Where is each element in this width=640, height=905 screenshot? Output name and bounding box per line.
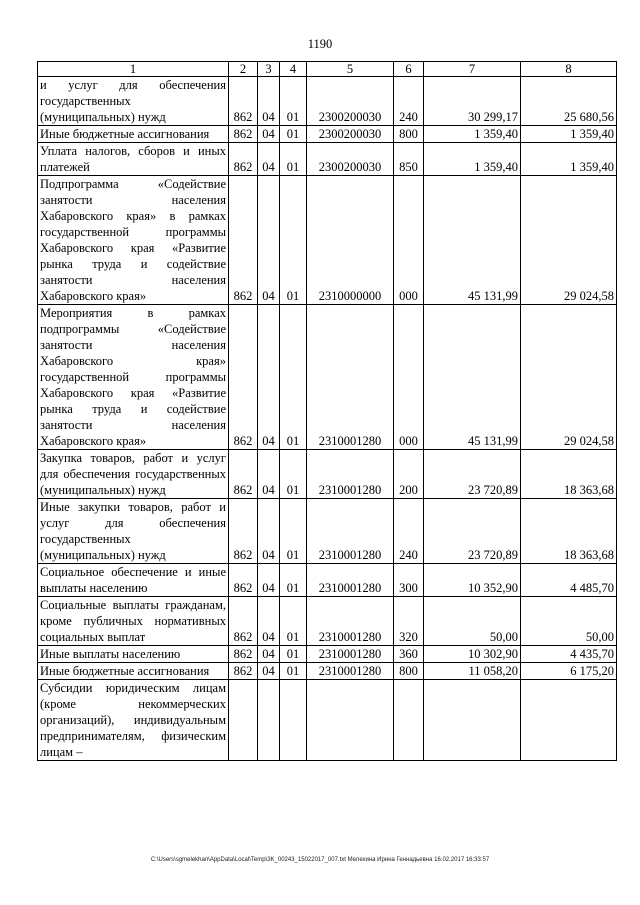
table-row <box>38 680 617 761</box>
cell-c8: 25 680,56 <box>521 77 617 126</box>
row-name: и услуг для обеспечения государственных (муниципальных) нужд <box>38 77 229 126</box>
file-path-footer: C:\Users\sgmelekhan\AppData\Local\Temp\3K_00243_15022017_007.txt Мелехина Ирина Геннадьевна 16.02.2017 16:33:57 <box>150 857 490 863</box>
cell-c3: 04 <box>258 176 280 305</box>
cell-c7: 23 720,89 <box>424 450 521 499</box>
table-row <box>38 126 617 143</box>
cell-c8: 29 024,58 <box>521 176 617 305</box>
cell-c3: 04 <box>258 663 280 680</box>
table-row <box>38 77 617 126</box>
cell-c6: 300 <box>394 564 424 597</box>
row-name: Социальные выплаты гражданам, кроме публичных нормативных социальных выплат <box>38 597 229 646</box>
table-row <box>38 450 617 499</box>
header-cell: 7 <box>424 62 521 77</box>
cell-c6: 200 <box>394 450 424 499</box>
row-name: Мероприятия в рамках подпрограммы «Содействие занятости населения Хабаровского края» государственной программы Хабаровского края «Развитие рынка труда и содействие занятости населения Хабаровского края» <box>38 305 229 450</box>
cell-c2: 862 <box>229 143 258 176</box>
table-row <box>38 143 617 176</box>
cell-c3: 04 <box>258 143 280 176</box>
cell-c3: 04 <box>258 597 280 646</box>
row-name: Уплата налогов, сборов и иных платежей <box>38 143 229 176</box>
table-row <box>38 499 617 564</box>
cell-c5: 2300200030 <box>307 126 394 143</box>
cell-c2: 862 <box>229 663 258 680</box>
header-cell: 5 <box>307 62 394 77</box>
cell-c6: 800 <box>394 126 424 143</box>
header-cell: 4 <box>280 62 307 77</box>
cell-c2: 862 <box>229 77 258 126</box>
cell-c6: 000 <box>394 305 424 450</box>
cell-c4: 01 <box>280 126 307 143</box>
cell-c7: 45 131,99 <box>424 305 521 450</box>
cell-c4: 01 <box>280 176 307 305</box>
cell-c6 <box>394 680 424 761</box>
cell-c7: 1 359,40 <box>424 126 521 143</box>
cell-c7: 10 352,90 <box>424 564 521 597</box>
table-body <box>38 77 617 761</box>
cell-c3: 04 <box>258 646 280 663</box>
cell-c5: 2310001280 <box>307 564 394 597</box>
cell-c3 <box>258 680 280 761</box>
cell-c8: 4 435,70 <box>521 646 617 663</box>
cell-c7: 23 720,89 <box>424 499 521 564</box>
cell-c4: 01 <box>280 77 307 126</box>
cell-c8 <box>521 680 617 761</box>
cell-c4: 01 <box>280 450 307 499</box>
cell-c4: 01 <box>280 305 307 450</box>
cell-c8: 6 175,20 <box>521 663 617 680</box>
header-row <box>38 62 617 77</box>
cell-c2: 862 <box>229 499 258 564</box>
cell-c7: 10 302,90 <box>424 646 521 663</box>
cell-c2: 862 <box>229 305 258 450</box>
cell-c4: 01 <box>280 143 307 176</box>
row-name: Иные бюджетные ассигнования <box>38 126 229 143</box>
cell-c4: 01 <box>280 564 307 597</box>
cell-c5: 2310001280 <box>307 499 394 564</box>
cell-c4: 01 <box>280 499 307 564</box>
cell-c6: 000 <box>394 176 424 305</box>
page-number: 1190 <box>307 37 333 51</box>
row-name: Закупка товаров, работ и услуг для обеспечения государственных (муниципальных) нужд <box>38 450 229 499</box>
cell-c7: 50,00 <box>424 597 521 646</box>
cell-c4: 01 <box>280 646 307 663</box>
header-cell: 8 <box>521 62 617 77</box>
cell-c7: 45 131,99 <box>424 176 521 305</box>
header-cell: 6 <box>394 62 424 77</box>
cell-c5 <box>307 680 394 761</box>
cell-c5: 2310001280 <box>307 597 394 646</box>
table-row <box>38 597 617 646</box>
cell-c8: 50,00 <box>521 597 617 646</box>
row-name: Иные выплаты населению <box>38 646 229 663</box>
table-row <box>38 176 617 305</box>
cell-c2: 862 <box>229 597 258 646</box>
cell-c5: 2310001280 <box>307 663 394 680</box>
row-name: Иные закупки товаров, работ и услуг для обеспечения государственных (муниципальных) нужд <box>38 499 229 564</box>
cell-c6: 800 <box>394 663 424 680</box>
cell-c7: 1 359,40 <box>424 143 521 176</box>
cell-c5: 2300200030 <box>307 143 394 176</box>
cell-c2: 862 <box>229 450 258 499</box>
table-row <box>38 646 617 663</box>
table-row <box>38 663 617 680</box>
cell-c5: 2310001280 <box>307 646 394 663</box>
cell-c2 <box>229 680 258 761</box>
cell-c8: 1 359,40 <box>521 126 617 143</box>
cell-c2: 862 <box>229 176 258 305</box>
cell-c5: 2310001280 <box>307 450 394 499</box>
table-row <box>38 564 617 597</box>
table-row <box>38 305 617 450</box>
cell-c8: 29 024,58 <box>521 305 617 450</box>
cell-c2: 862 <box>229 126 258 143</box>
cell-c5: 2310001280 <box>307 305 394 450</box>
cell-c7 <box>424 680 521 761</box>
cell-c3: 04 <box>258 77 280 126</box>
row-name: Субсидии юридическим лицам (кроме некоммерческих организаций), индивидуальным предпринимателям, физическим лицам – <box>38 680 229 761</box>
cell-c6: 360 <box>394 646 424 663</box>
cell-c5: 2300200030 <box>307 77 394 126</box>
cell-c4 <box>280 680 307 761</box>
cell-c6: 850 <box>394 143 424 176</box>
cell-c8: 18 363,68 <box>521 450 617 499</box>
cell-c7: 30 299,17 <box>424 77 521 126</box>
row-name: Социальное обеспечение и иные выплаты населению <box>38 564 229 597</box>
cell-c6: 240 <box>394 499 424 564</box>
cell-c4: 01 <box>280 597 307 646</box>
cell-c6: 320 <box>394 597 424 646</box>
header-cell: 3 <box>258 62 280 77</box>
cell-c2: 862 <box>229 564 258 597</box>
cell-c5: 2310000000 <box>307 176 394 305</box>
cell-c7: 11 058,20 <box>424 663 521 680</box>
cell-c8: 1 359,40 <box>521 143 617 176</box>
cell-c3: 04 <box>258 564 280 597</box>
cell-c3: 04 <box>258 126 280 143</box>
cell-c8: 18 363,68 <box>521 499 617 564</box>
header-cell: 1 <box>38 62 229 77</box>
cell-c4: 01 <box>280 663 307 680</box>
cell-c3: 04 <box>258 450 280 499</box>
row-name: Иные бюджетные ассигнования <box>38 663 229 680</box>
cell-c3: 04 <box>258 499 280 564</box>
cell-c6: 240 <box>394 77 424 126</box>
row-name: Подпрограмма «Содействие занятости населения Хабаровского края» в рамках государственной программы Хабаровского края «Развитие рынка труда и содействие занятости населения Хабаровского края» <box>38 176 229 305</box>
cell-c2: 862 <box>229 646 258 663</box>
cell-c3: 04 <box>258 305 280 450</box>
budget-table <box>37 61 617 761</box>
cell-c8: 4 485,70 <box>521 564 617 597</box>
header-cell: 2 <box>229 62 258 77</box>
